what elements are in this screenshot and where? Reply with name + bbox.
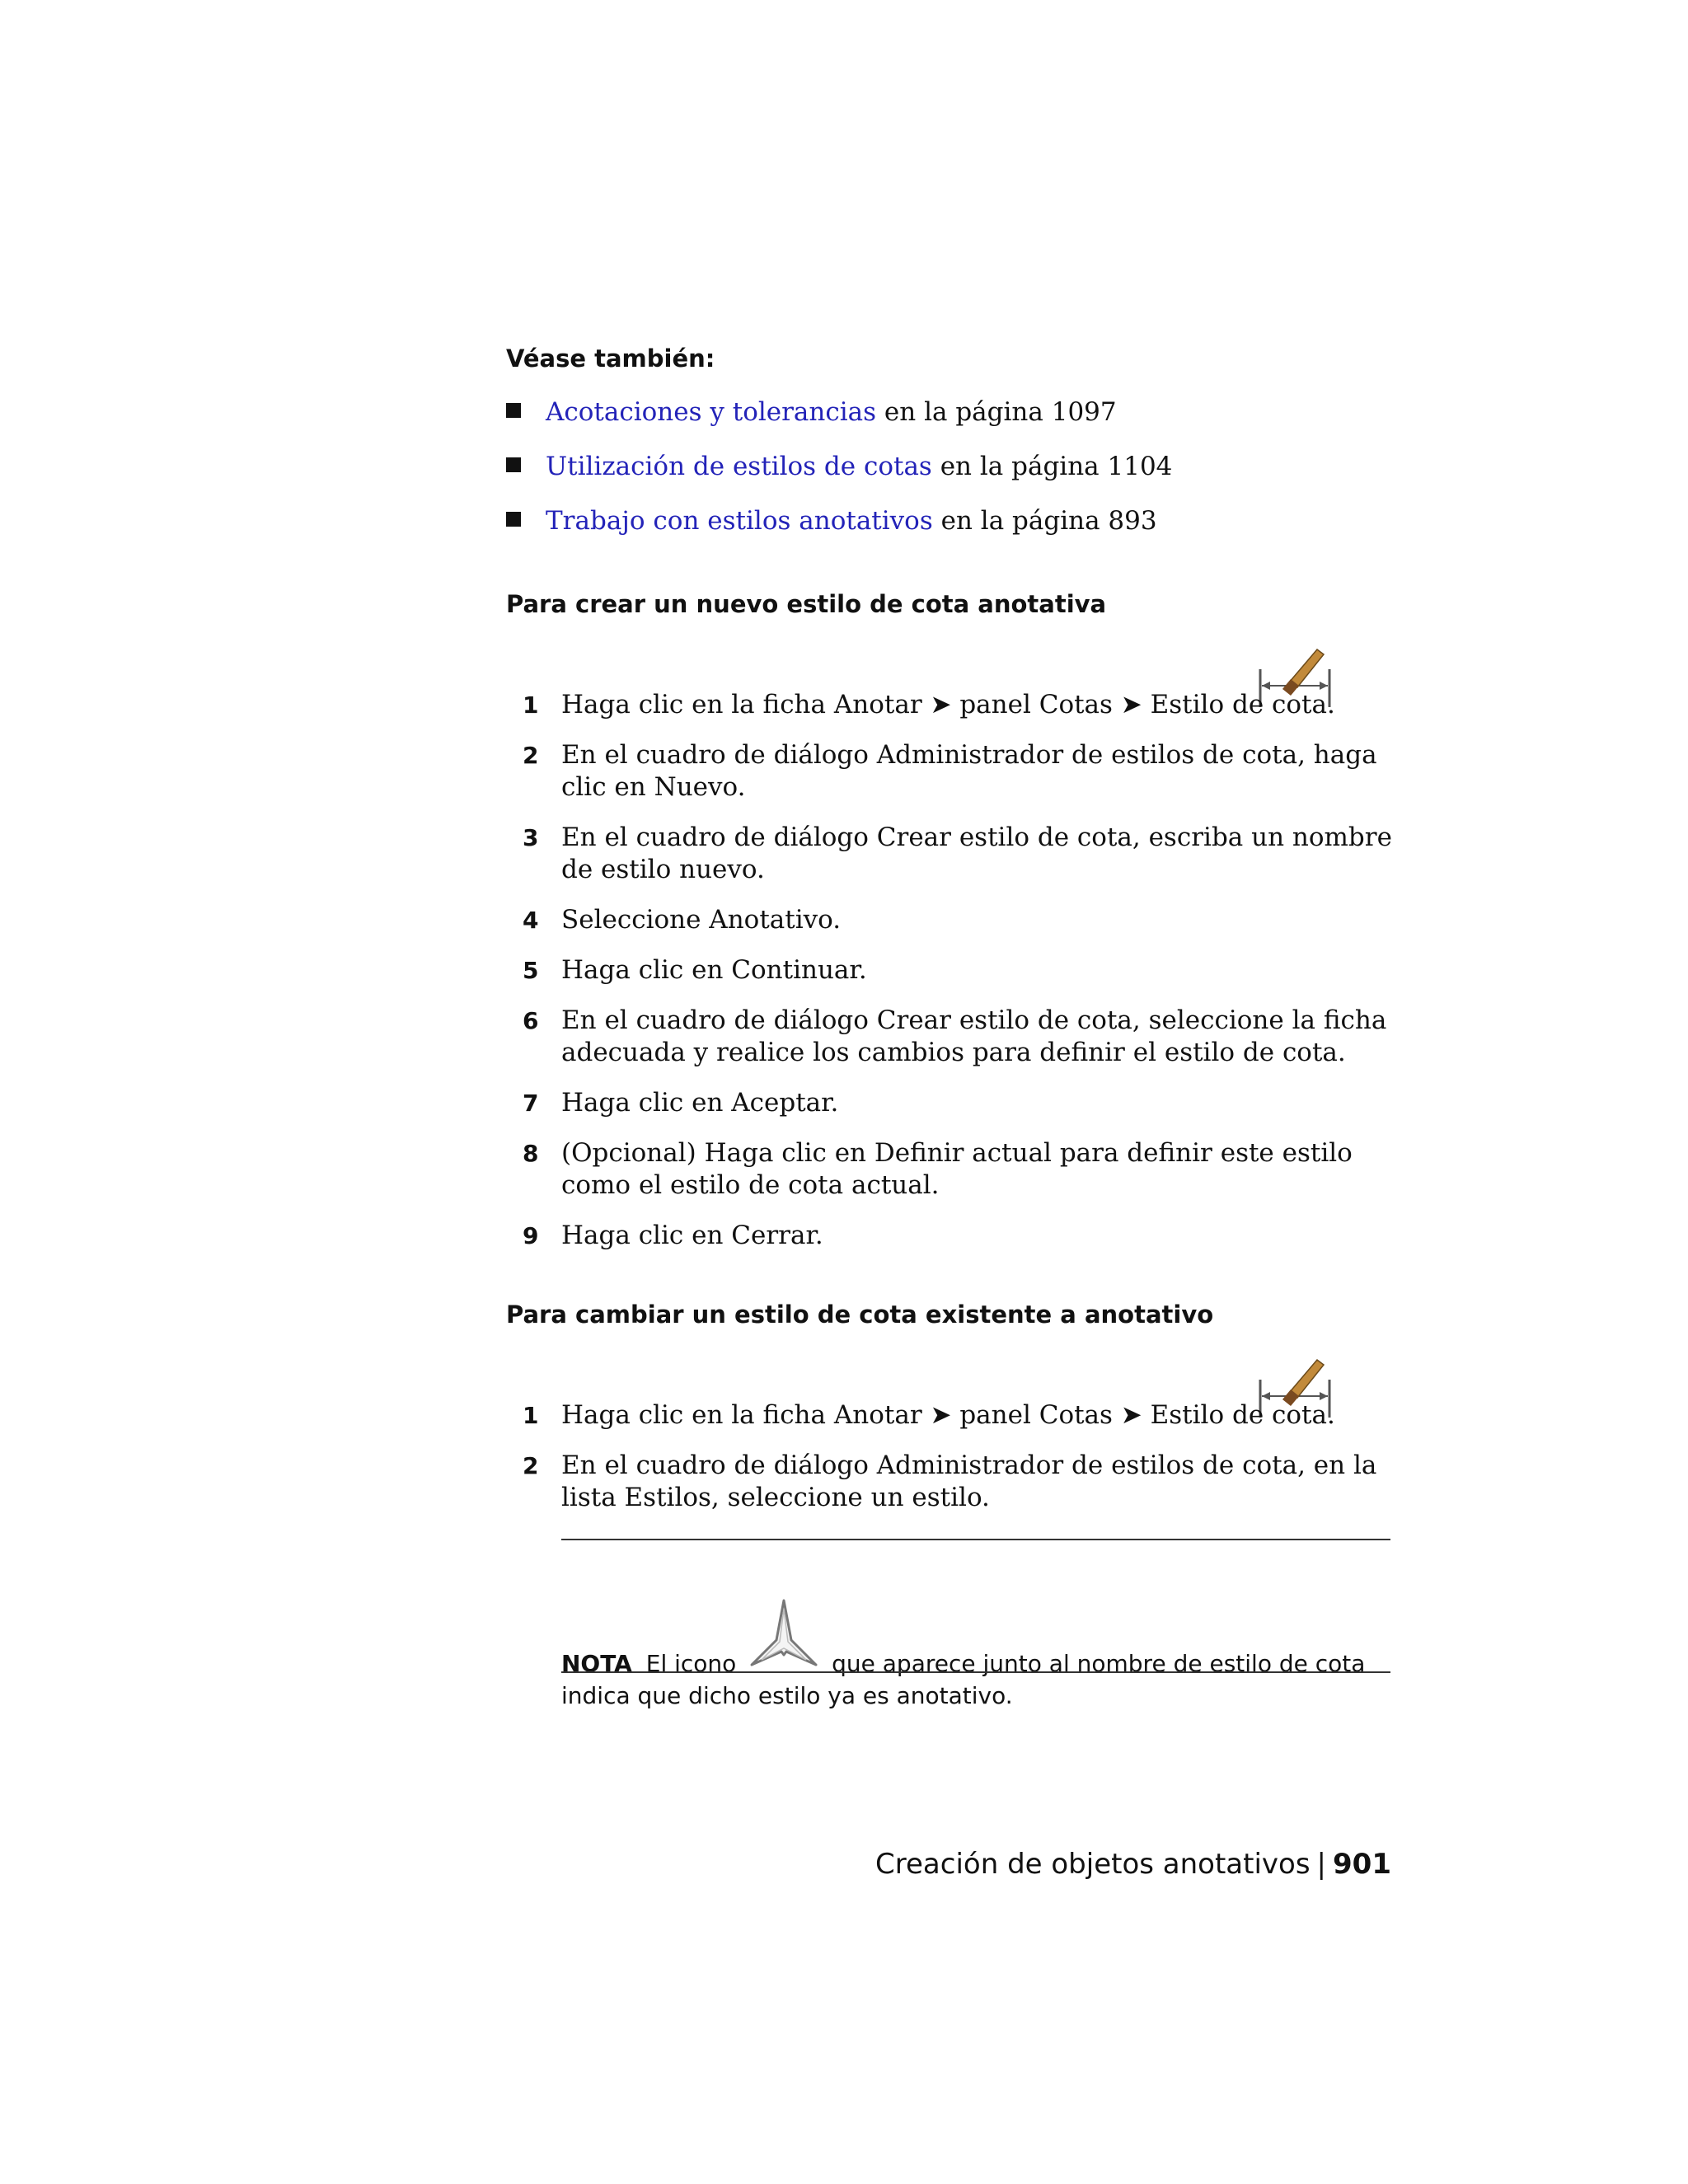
square-bullet-icon [506,512,521,527]
step-text: (Opcional) Haga clic en Definir actual para definir este estilo como el estilo de cota actual. [561,1138,1353,1200]
note [561,1597,1390,1712]
see-also-link[interactable]: Acotaciones y tolerancias [546,397,877,427]
step-number: 7 [523,1090,539,1117]
step-number: 4 [523,907,539,934]
page-footer [875,1848,1391,1881]
step-number: 5 [523,957,539,984]
step-text: Haga clic en Cerrar. [561,1221,823,1250]
step-text: Haga clic en la ficha Anotar ➤ panel Cotas ➤ Estilo de cota. [561,1400,1335,1430]
step-number: 6 [523,1007,539,1034]
step-text: Haga clic en Aceptar. [561,1088,839,1118]
square-bullet-icon [506,403,521,418]
step-text: En el cuadro de diálogo Crear estilo de cota, escriba un nombre de estilo nuevo. [561,823,1392,884]
see-also-link[interactable]: Trabajo con estilos anotativos [546,506,933,536]
note-label: NOTA [561,1650,632,1677]
note-divider [561,1539,1390,1540]
annotative-icon [748,1597,819,1676]
step-number: 2 [523,742,539,769]
section-title: Para crear un nuevo estilo de cota anotativa [506,590,1107,618]
section-title: Para cambiar un estilo de cota existente a anotativo [506,1301,1214,1329]
step-text: Haga clic en la ficha Anotar ➤ panel Cotas ➤ Estilo de cota. [561,690,1335,719]
step-number: 1 [523,1402,539,1429]
step-number: 1 [523,691,539,719]
see-also-suffix: en la página 1104 [931,452,1173,481]
note-text-after: que aparece junto al nombre de estilo de cota indica que dicho estilo ya es anotativo. [561,1650,1366,1709]
step-text: En el cuadro de diálogo Administrador de estilos de cota, en la lista Estilos, seleccione un estilo. [561,1451,1377,1512]
step-text: Haga clic en Continuar. [561,955,867,985]
see-also-item [506,397,1117,427]
square-bullet-icon [506,457,521,472]
note-text-before: El icono [645,1650,737,1677]
step-text: En el cuadro de diálogo Administrador de estilos de cota, haga clic en Nuevo. [561,740,1377,802]
step-number: 9 [523,1222,539,1249]
step-text: En el cuadro de diálogo Crear estilo de cota, seleccione la ficha adecuada y realice los cambios para definir el estilo de cota. [561,1005,1387,1067]
see-also-title: Véase también: [506,344,715,373]
see-also-suffix: en la página 1097 [876,397,1117,427]
footer-separator: | [1316,1848,1327,1881]
footer-chapter: Creación de objetos anotativos [875,1848,1311,1881]
step-number: 3 [523,824,539,851]
note-divider [561,1671,1390,1673]
see-also-item [506,452,1172,481]
step-text: Seleccione Anotativo. [561,905,842,935]
see-also-link[interactable]: Utilización de estilos de cotas [546,452,932,481]
see-also-item [506,506,1157,536]
step-number: 2 [523,1452,539,1479]
see-also-suffix: en la página 893 [932,506,1157,536]
step-number: 8 [523,1140,539,1167]
page-number: 901 [1333,1848,1391,1881]
